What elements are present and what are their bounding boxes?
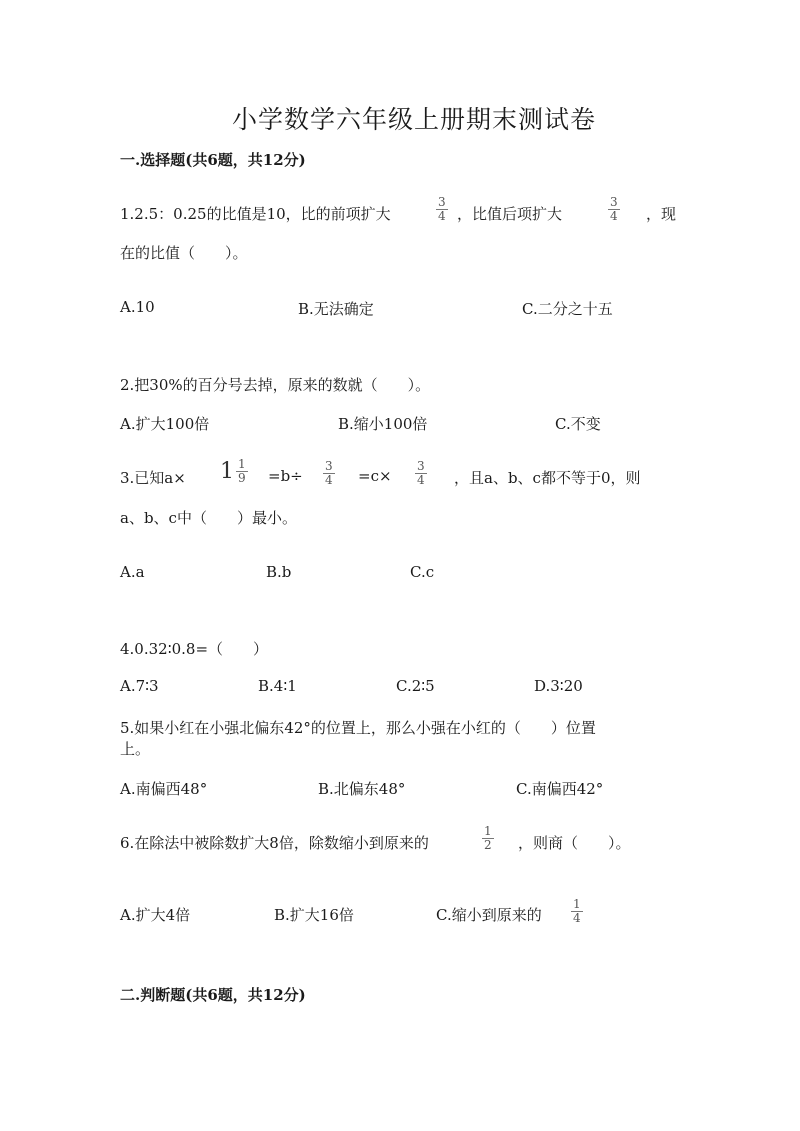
question-2-option-a[interactable]: A.扩大100倍	[120, 415, 210, 433]
question-3-text-e: a、b、c中（ ）最小。	[120, 509, 297, 527]
question-1-fraction-a: $\frac{3}{4}$	[438, 195, 446, 223]
question-1-fraction-b: $\frac{3}{4}$	[610, 195, 618, 223]
question-4-option-a[interactable]: A.7∶3	[120, 677, 159, 695]
question-5-text-b: 上。	[120, 740, 151, 758]
question-6-text: 6.在除法中被除数扩大8倍，除数缩小到原来的	[120, 834, 429, 852]
question-3-fraction-b: $\frac{3}{4}$	[417, 459, 425, 487]
question-6-option-c-fraction: $\frac{1}{4}$	[573, 897, 581, 925]
question-3-fraction-a: $\frac{3}{4}$	[325, 459, 333, 487]
question-6-option-c[interactable]: C.缩小到原来的	[436, 906, 542, 924]
question-3-mixed-number: 1 $\frac{1}{9}$	[220, 457, 246, 485]
page-title: 小学数学六年级上册期末测试卷	[232, 105, 597, 134]
question-3-text: 3.已知a×	[120, 469, 186, 487]
question-1-text-d: 在的比值（ ）。	[120, 244, 248, 262]
question-3-option-a[interactable]: A.a	[120, 563, 145, 581]
question-1-option-c[interactable]: C.二分之十五	[522, 300, 613, 318]
question-4-option-b[interactable]: B.4∶1	[258, 677, 297, 695]
section-heading-judgement: 二.判断题(共6题，共12分)	[120, 986, 306, 1004]
question-6-text-b: ，则商（ ）。	[518, 834, 631, 852]
question-5-option-b[interactable]: B.北偏东48°	[318, 780, 406, 798]
question-6-option-b[interactable]: B.扩大16倍	[274, 906, 354, 924]
question-5-option-a[interactable]: A.南偏西48°	[120, 780, 208, 798]
question-1-text: 1.2.5：0.25的比值是10，比的前项扩大	[120, 205, 391, 223]
question-4-option-d[interactable]: D.3∶20	[534, 677, 583, 695]
question-3-text-c: =c×	[358, 467, 392, 485]
question-4-text: 4.0.32∶0.8=（ ）	[120, 640, 269, 658]
section-heading-choice: 一.选择题(共6题，共12分)	[120, 151, 306, 169]
question-5-text: 5.如果小红在小强北偏东42°的位置上，那么小强在小红的（ ）位置	[120, 719, 596, 737]
question-1-text-b: ，比值后项扩大	[457, 205, 563, 223]
question-6-option-a[interactable]: A.扩大4倍	[120, 906, 191, 924]
question-2-option-b[interactable]: B.缩小100倍	[338, 415, 428, 433]
question-2-text: 2.把30%的百分号去掉，原来的数就（ ）。	[120, 376, 431, 394]
question-3-option-b[interactable]: B.b	[266, 563, 292, 581]
question-5-option-c[interactable]: C.南偏西42°	[516, 780, 604, 798]
question-3-text-b: =b÷	[268, 467, 303, 485]
question-2-option-c[interactable]: C.不变	[555, 415, 601, 433]
question-3-option-c[interactable]: C.c	[410, 563, 435, 581]
question-1-option-a[interactable]: A.10	[120, 298, 155, 316]
question-1-text-c: ，现	[646, 205, 677, 223]
question-1-option-b[interactable]: B.无法确定	[298, 300, 374, 318]
question-3-text-d: ，且a、b、c都不等于0，则	[454, 469, 641, 487]
question-6-fraction: $\frac{1}{2}$	[484, 824, 492, 852]
question-4-option-c[interactable]: C.2∶5	[396, 677, 435, 695]
